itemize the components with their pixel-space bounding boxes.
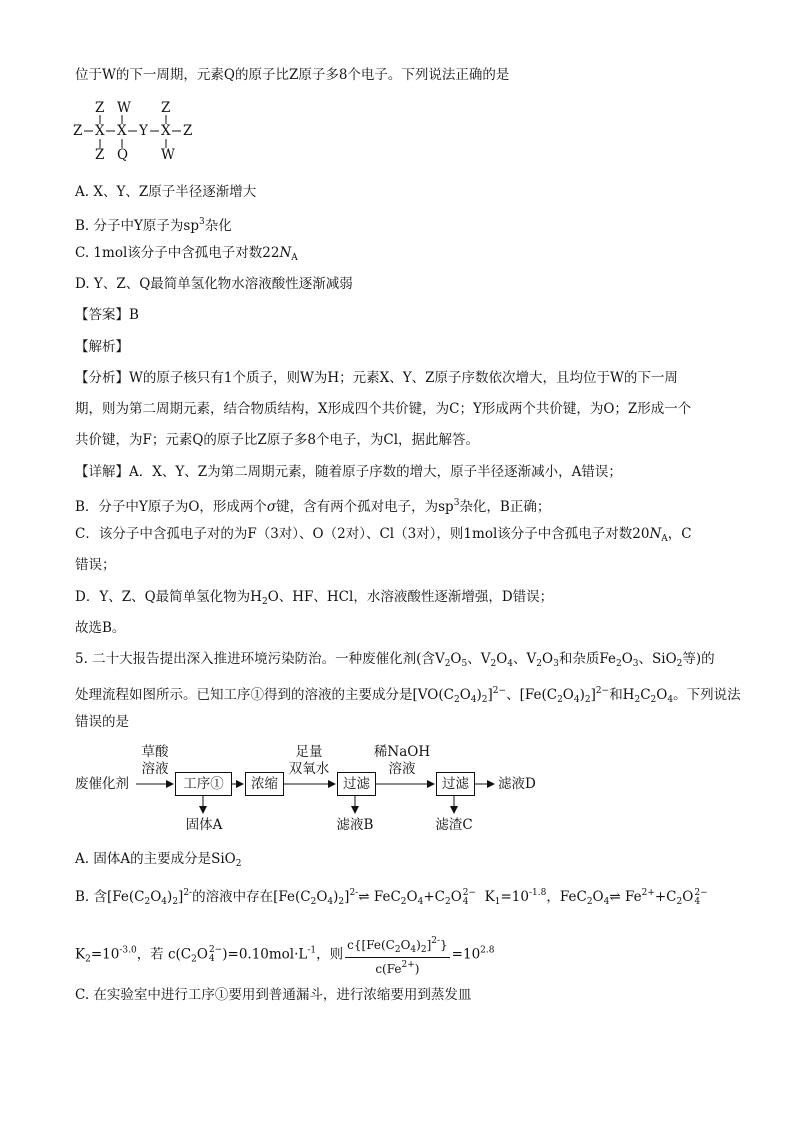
atom-w-bottom: W [161, 147, 175, 163]
xiangjie-b: B．分子中Y原子为O，形成两个σ键，含有两个孤对电子，为$sp^3$杂化，B正确； [75, 498, 551, 515]
atom-z-bottom: Z [95, 147, 105, 163]
xiangjie-c: C．该分子中含孤电子对的为F（3对）、O（2对）、Cl（3对），则1mol该分子中含孤电子对数$20N_A$，C [75, 526, 692, 544]
atom-x-3: X [161, 123, 171, 139]
q5-line-1: 5. 二十大报告提出深入推进环境污染防治。一种废催化剂(含$V_2O_5$、$V_2O_4$、$V_2O_3$和杂质$Fe_2O_3$、SiO$_2$等)的 [75, 651, 715, 669]
analysis-label: 【解析】 [75, 339, 129, 355]
fenxi-line-1: 【分析】W的原子核只有1个质子，则W为H；元素X、Y、Z原子序数依次增大，且均位于W的下一周 [75, 370, 678, 386]
flow-output-c: 滤渣C [435, 817, 473, 833]
atom-q-bottom: Q [117, 147, 129, 163]
q5-line-3: 错误的是 [75, 714, 129, 730]
answer-label: 【答案】B [75, 307, 139, 323]
flow-end: 滤液D [498, 776, 536, 792]
atom-x-1: X [95, 123, 105, 139]
q4-intro: 位于W的下一周期，元素Q的原子比Z原子多8个电子。下列说法正确的是 [75, 67, 510, 83]
q4-option-d: D. Y、Z、Q最简单氢化物水溶液酸性逐渐减弱 [75, 276, 353, 292]
q5-line-2: 处理流程如图所示。已知工序①得到的溶液的主要成分是$[VO(C_2O_4)_2]^{2-}$、$[Fe(C_2O_4)_2]^{2-}$和$H_2C_2O_4$。下列说法 [75, 686, 741, 705]
q4-option-c: C. 1mol该分子中含孤电子对数$22N_A$ [75, 245, 298, 263]
fenxi-line-3: 共价键，为F；元素Q的原子比Z原子多8个电子，为Cl，据此解答。 [75, 432, 480, 448]
atom-z-right: Z [183, 123, 193, 139]
conclusion: 故选B。 [75, 620, 126, 636]
atom-w-top: W [117, 100, 131, 116]
q4-option-b: B. 分子中Y原子为$sp^3$杂化 [75, 217, 232, 234]
flow-reagent-1a: 草酸 [141, 744, 169, 760]
flow-reagent-2a: 足量 [295, 744, 323, 760]
ratio-fraction: $\frac{c\{[Fe(C_2O_4)_2]^{2-}\}}{c(Fe^{2+})}$ [347, 936, 448, 976]
flow-output-a: 固体A [185, 817, 223, 833]
flow-reagent-3a: 稀NaOH [373, 744, 431, 760]
flow-step-2: 浓缩 [245, 772, 284, 796]
flow-reagent-1b: 溶液 [141, 761, 169, 777]
atom-y: Y [139, 123, 148, 139]
flow-start: 废催化剂 [75, 776, 129, 792]
atom-x-2: X [117, 123, 127, 139]
xiangjie-a: 【详解】A．X、Y、Z为第二周期元素，随着原子序数的增大，原子半径逐渐减小，A错误； [75, 464, 622, 480]
q5-option-b-line-2: $K_2=10^{-3.0}$，若 $c(C_2O$ 2− 4 )$=0.10mol\cdot L^{-1}$，则 $\frac{c\{[Fe(C_2O_4)_2]^{2-}\}}{c(Fe^{2+})}$ $=10^{2.8}$ [75, 936, 495, 976]
xiangjie-d: D．Y、Z、Q最简单氢化物为$H_2O$、HF、HCl，水溶液酸性逐渐增强，D错误； [75, 589, 554, 607]
flow-reagent-3b: 溶液 [388, 761, 416, 777]
q5-option-c: C. 在实验室中进行工序①要用到普通漏斗，进行浓缩要用到蒸发皿 [75, 987, 472, 1003]
flow-output-b: 滤液B [336, 817, 374, 833]
atom-z-left: Z [73, 123, 83, 139]
q5-option-b-line-1: B. 含$[Fe(C_2O_4)_2]^{2-}$的溶液中存在$[Fe(C_2O_4)_2]^{2-}\rightleftharpoons$ $FeC_2O_4+C_2O$ 2− 4 $K_1=10^{-1.8}$，$FeC_2O_4\rightleftharpoons$ $Fe^{2+}+C_2O$ 2− 4 [75, 887, 708, 907]
q4-option-a: A. X、Y、Z原子半径逐渐增大 [75, 184, 257, 200]
q5-option-a: A. 固体A的主要成分是SiO$_2$ [75, 851, 242, 869]
fenxi-line-2: 期，则为第二周期元素，结合物质结构，X形成四个共价键，为C；Y形成两个共价键，为O；Z形成一个 [75, 401, 692, 417]
xiangjie-c-cont: 错误； [75, 557, 116, 573]
atom-z-top-1: Z [95, 100, 105, 116]
flow-step-4: 过滤 [436, 772, 475, 796]
atom-z-top-2: Z [161, 100, 171, 116]
flow-step-3: 过滤 [337, 772, 376, 796]
flow-reagent-2b: 双氧水 [288, 761, 330, 777]
flow-step-1: 工序① [175, 772, 232, 796]
